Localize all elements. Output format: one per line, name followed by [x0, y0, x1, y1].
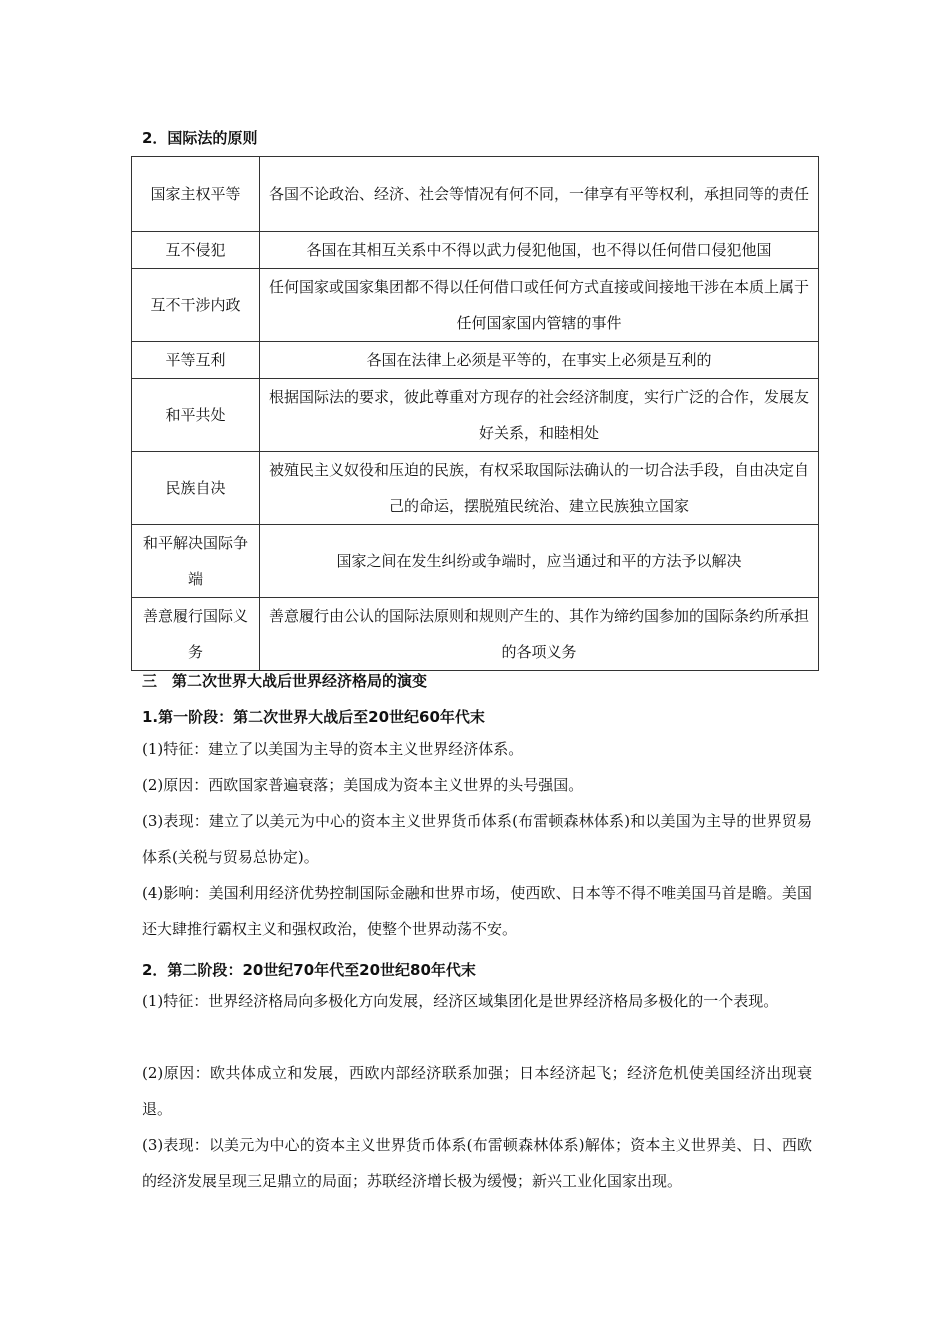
principle-name: 国家主权平等	[132, 157, 260, 232]
principle-desc: 各国在其相互关系中不得以武力侵犯他国，也不得以任何借口侵犯他国	[260, 232, 819, 269]
stage-one-item: (4)影响：美国利用经济优势控制国际金融和世界市场，使西欧、日本等不得不唯美国马首是瞻。美国还大肆推行霸权主义和强权政治，使整个世界动荡不安。	[142, 884, 812, 938]
table-row	[132, 157, 819, 232]
principle-desc: 国家之间在发生纠纷或争端时，应当通过和平的方法予以解决	[260, 525, 819, 598]
stage-two-item: (1)特征：世界经济格局向多极化方向发展，经济区域集团化是世界经济格局多极化的一个表现。	[142, 992, 779, 1010]
table-row	[132, 379, 819, 452]
table-row	[132, 525, 819, 598]
principle-desc: 各国不论政治、经济、社会等情况有何不同，一律享有平等权利，承担同等的责任	[260, 157, 819, 232]
table-row	[132, 269, 819, 342]
table-row	[132, 232, 819, 269]
principle-desc: 善意履行由公认的国际法原则和规则产生的、其作为缔约国参加的国际条约所承担的各项义务	[260, 598, 819, 671]
stage-two-item: (3)表现：以美元为中心的资本主义世界货币体系(布雷顿森林体系)解体；资本主义世界美、日、西欧的经济发展呈现三足鼎立的局面；苏联经济增长极为缓慢；新兴工业化国家出现。	[142, 1136, 812, 1190]
table-row	[132, 598, 819, 671]
stage-two-item: (2)原因：欧共体成立和发展，西欧内部经济联系加强；日本经济起飞；经济危机使美国经济出现衰退。	[142, 1064, 812, 1118]
stage-one-item: (2)原因：西欧国家普遍衰落；美国成为资本主义世界的头号强国。	[142, 776, 584, 794]
table-row	[132, 452, 819, 525]
principle-name: 互不侵犯	[132, 232, 260, 269]
principle-name: 互不干涉内政	[132, 269, 260, 342]
part-three-title: 三 第二次世界大战后世界经济格局的演变	[142, 672, 428, 690]
principle-desc: 任何国家或国家集团都不得以任何借口或任何方式直接或间接地干涉在本质上属于任何国家国内管辖的事件	[260, 269, 819, 342]
principle-name: 和平共处	[132, 379, 260, 452]
stage-one-heading: 1.第一阶段：第二次世界大战后至20世纪60年代末	[142, 708, 485, 726]
principle-desc: 根据国际法的要求，彼此尊重对方现存的社会经济制度，实行广泛的合作，发展友好关系，和睦相处	[260, 379, 819, 452]
section-heading-principles: 2．国际法的原则	[142, 129, 258, 147]
principle-name: 善意履行国际义务	[132, 598, 260, 671]
stage-one-item: (1)特征：建立了以美国为主导的资本主义世界经济体系。	[142, 740, 524, 758]
principle-name: 平等互利	[132, 342, 260, 379]
stage-two-heading: 2．第二阶段：20世纪70年代至20世纪80年代末	[142, 961, 476, 979]
stage-one-item: (3)表现：建立了以美元为中心的资本主义世界货币体系(布雷顿森林体系)和以美国为主导的世界贸易体系(关税与贸易总协定)。	[142, 812, 812, 866]
principles-table	[131, 156, 819, 671]
principle-desc: 被殖民主义奴役和压迫的民族，有权采取国际法确认的一切合法手段，自由决定自己的命运，摆脱殖民统治、建立民族独立国家	[260, 452, 819, 525]
principle-name: 民族自决	[132, 452, 260, 525]
principle-name: 和平解决国际争端	[132, 525, 260, 598]
table-row	[132, 342, 819, 379]
principle-desc: 各国在法律上必须是平等的，在事实上必须是互利的	[260, 342, 819, 379]
